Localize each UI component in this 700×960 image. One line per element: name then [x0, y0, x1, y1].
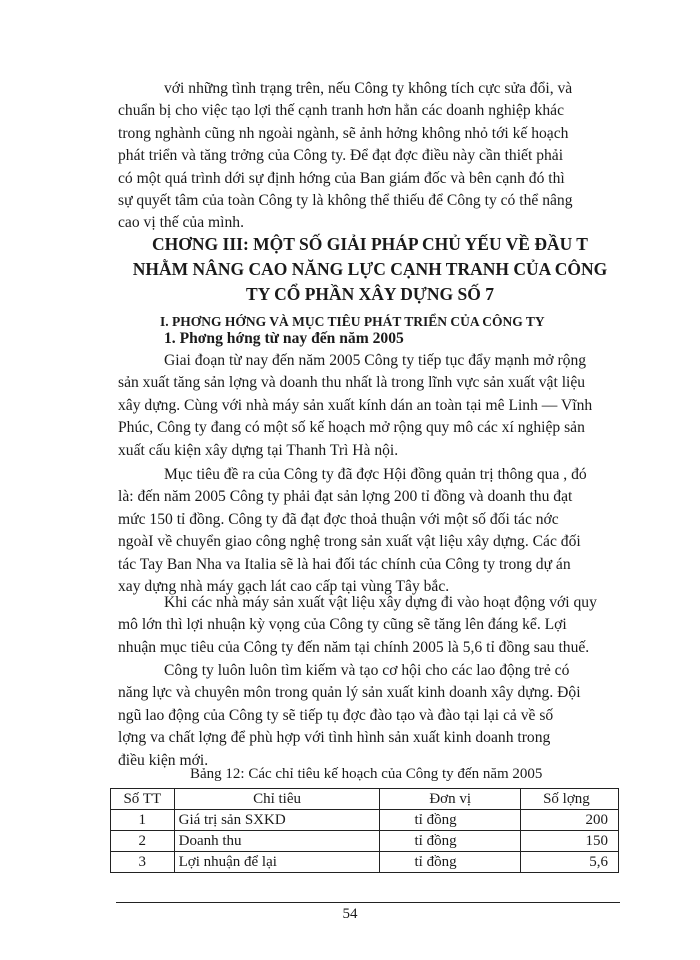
intro-paragraph: với những tình trạng trên, nếu Công ty không tích cực sửa đổi, và chuẩn bị cho việc tạo lợi thế cạnh tranh hơn hẳn các doanh nghiệp khác trong nghành cũng nh ngoài ngành, sẽ ảnh hởng không nhỏ tới kế hoạch phát triển và tăng trởng của Công ty. Để đạt đợc điều này cần thiết phải có một quá trình dới sự định hớng của Ban giám đốc và bên cạnh đó thì sự quyết tâm của toàn Công ty là không thể thiếu để Công ty có thể nâng cao vị thế của mình.	[118, 80, 573, 232]
table-cell: 5,6	[520, 852, 618, 873]
table-cell: 1	[111, 810, 175, 831]
subsection-heading: 1. Phơng hớng từ nay đến năm 2005	[164, 330, 404, 347]
table-header-cell: Chỉ tiêu	[174, 789, 380, 810]
table-header-row	[111, 789, 619, 810]
table-row	[111, 852, 619, 873]
table-cell: 2	[111, 831, 175, 852]
table-caption: Bảng 12: Các chỉ tiêu kế hoạch của Công ty đến năm 2005	[190, 766, 543, 782]
table-header-cell: Số lợng	[520, 789, 618, 810]
chapter-heading: CHƠNG III: MỘT SỐ GIẢI PHÁP CHỦ YẾU VỀ ĐẦU T NHẰM NÂNG CAO NĂNG LỰC CẠNH TRANH CỦA CÔNG TY CỔ PHẦN XÂY DỰNG SỐ 7	[132, 234, 608, 304]
table-cell: 3	[111, 852, 175, 873]
table-cell: 200	[520, 810, 618, 831]
table-cell: 150	[520, 831, 618, 852]
table-cell: Giá trị sản SXKD	[174, 810, 380, 831]
footer-divider	[116, 902, 620, 903]
plan-targets-table	[110, 788, 619, 873]
paragraph-2: Mục tiêu đề ra của Công ty đã đợc Hội đồng quản trị thông qua , đó là: đến năm 2005 Công ty phải đạt sản lợng 200 tỉ đồng và doanh thu đạt mức 150 tỉ đồng. Công ty đã đạt đợc thoả thuận với một số đối tác nớc ngoàI về chuyển giao công nghệ trong sản xuất vật liệu xây dựng. Các đối tác Tay Ban Nha va Italia sẽ là hai đối tác chính của Công ty trong dự án xay dựng nhà máy gạch lát cao cấp tại vùng Tây bắc.	[118, 466, 587, 596]
table-cell: Lợi nhuận để lại	[174, 852, 380, 873]
table-cell: tỉ đồng	[380, 831, 520, 852]
paragraph-4: Công ty luôn luôn tìm kiếm và tạo cơ hội cho các lao động trẻ có năng lực và chuyên môn trong quản lý sản xuất kinh doanh xây dựng. Đội ngũ lao động của Công ty sẽ tiếp tụ đợc đào tạo và đào tại lại cả về số lợng va chất lợng để phù hợp với tình hình sản xuất kinh doanh trong điều kiện mới.	[118, 662, 581, 769]
table-cell: Doanh thu	[174, 831, 380, 852]
paragraph-3: Khi các nhà máy sản xuất vật liệu xây dựng đi vào hoạt động với quy mô lớn thì lợi nhuận kỳ vọng của Công ty cũng sẽ tăng lên đáng kể. Lợi nhuận mục tiêu của Công ty đến năm tại chính 2005 là 5,6 tỉ đồng sau thuế.	[118, 594, 597, 656]
page-number: 54	[342, 906, 358, 922]
section-heading: I. PHƠNG HỚNG VÀ MỤC TIÊU PHÁT TRIỂN CỦA CÔNG TY	[160, 314, 545, 329]
table-cell: tỉ đồng	[380, 810, 520, 831]
table-header-cell: Đơn vị	[380, 789, 520, 810]
table-row	[111, 810, 619, 831]
table-row	[111, 831, 619, 852]
table-header-cell: Số TT	[111, 789, 175, 810]
paragraph-1: Giai đoạn từ nay đến năm 2005 Công ty tiếp tục đẩy mạnh mở rộng sản xuất tăng sản lợng và doanh thu nhất là trong lĩnh vực sản xuất vật liệu xây dựng. Cùng với nhà máy sản xuất kính dán an toàn tại mê Linh — Vĩnh Phúc, Công ty đang có một số kế hoạch mở rộng quy mô các xí nghiệp sản xuất cấu kiện xây dựng tại Thanh Trì Hà nội.	[118, 352, 593, 459]
table-cell: tỉ đồng	[380, 852, 520, 873]
